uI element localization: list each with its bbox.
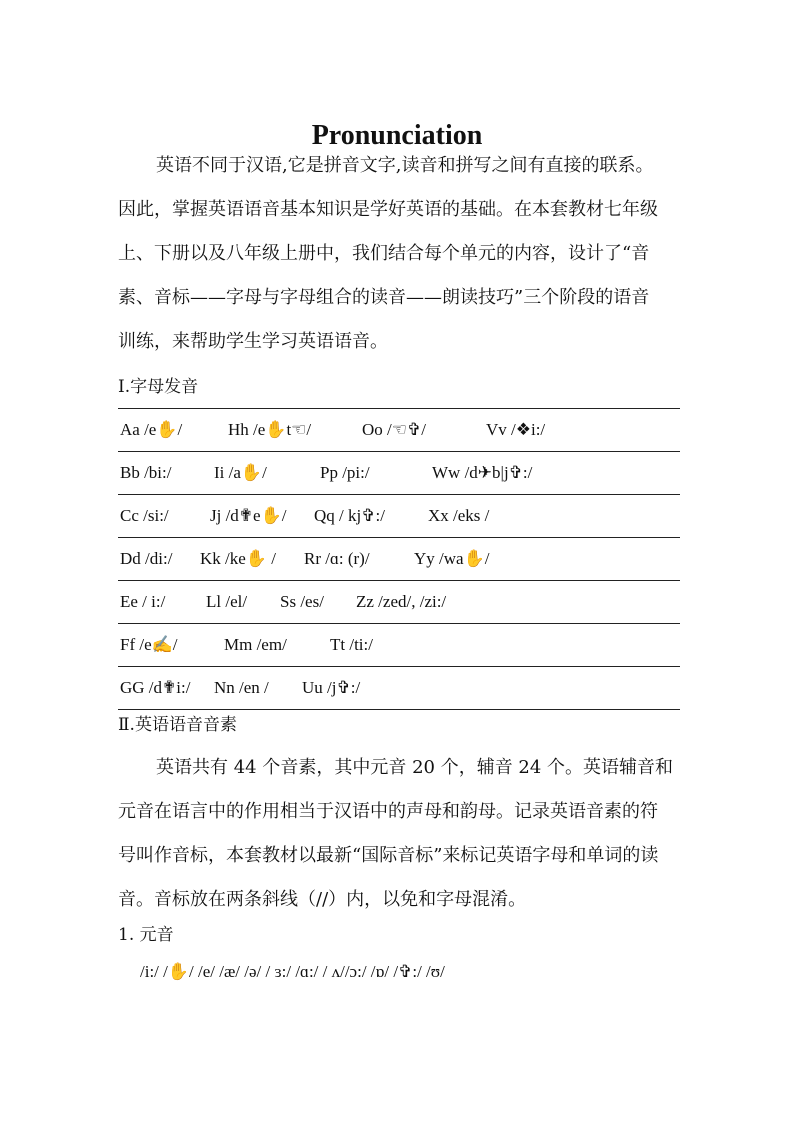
letter-pronunciation-table [118,408,680,710]
table-cell: Uu /j✞:/ [302,678,361,697]
table-cell: Ff /e✍/ [120,635,178,654]
table-cell: Jj /d✟e✋/ [210,506,287,525]
intro-line-2: 因此，掌握英语语音基本知识是学好英语的基础。在本套教材七年级 [118,199,658,220]
table-cell: Zz /zed/, /zi:/ [356,592,447,611]
section-heading-phonemes: Ⅱ.英语语音音素 [118,715,237,735]
section-heading-letters: Ⅰ.字母发音 [118,377,199,397]
page-title: Pronunciation [311,120,483,151]
intro-line-5: 训练，来帮助学生学习英语语音。 [118,331,388,352]
table-cell: Xx /eks / [428,506,490,525]
vowel-heading: 1. 元音 [118,925,174,945]
table-cell: Yy /wa✋/ [414,549,490,568]
table-cell: Ll /el/ [206,592,248,611]
table-cell: Ww /d✈b|j✞:/ [432,463,533,482]
table-cell: Qq / kj✞:/ [314,506,385,525]
table-cell: Hh /e✋t☜/ [228,420,312,439]
table-row [118,581,680,624]
table-row [118,452,680,495]
table-cell: Bb /bi:/ [120,463,172,482]
table-cell: Ss /es/ [280,592,324,611]
table-row [118,538,680,581]
table-cell: Ee / i:/ [120,592,166,611]
table-cell: Oo /☜✞/ [362,420,426,439]
table-cell: Kk /ke✋ / [200,549,276,568]
table-cell: Cc /si:/ [120,506,169,525]
table-cell: Dd /di:/ [120,549,173,568]
table-row [118,409,680,452]
table-cell: Aa /e✋/ [120,420,183,439]
phoneme-line-2: 元音在语言中的作用相当于汉语中的声母和韵母。记录英语音素的符 [118,801,658,822]
table-cell: Pp /pi:/ [320,463,370,482]
table-row [118,624,680,667]
table-cell: Mm /em/ [224,635,287,654]
table-row [118,667,680,710]
phoneme-line-4: 音。音标放在两条斜线（//）内，以免和字母混淆。 [118,889,527,910]
table-cell: Ii /a✋/ [214,463,267,482]
table-cell: Vv /❖i:/ [486,420,546,439]
table-row [118,495,680,538]
intro-line-1: 英语不同于汉语,它是拼音文字,读音和拼写之间有直接的联系。 [156,155,654,176]
phoneme-line-1: 英语共有 44 个音素，其中元音 20 个，辅音 24 个。英语辅音和 [156,757,674,778]
table-cell: Rr /ɑ: (r)/ [304,549,370,568]
vowel-symbol-list: /i:/ /✋/ /e/ /æ/ /ə/ / ɜ:/ /ɑ:/ / ʌ//ɔ:/ /ɒ/ /✞:/ /ʊ/ [140,962,445,981]
table-cell: Tt /ti:/ [330,635,373,654]
intro-line-3: 上、下册以及八年级上册中，我们结合每个单元的内容，设计了“音 [118,243,650,264]
intro-line-4: 素、音标——字母与字母组合的读音——朗读技巧”三个阶段的语音 [118,287,650,308]
table-cell: Nn /en / [214,678,269,697]
intro-paragraph [118,144,678,364]
table-cell: GG /d✟i:/ [120,678,191,697]
phoneme-line-3: 号叫作音标，本套教材以最新“国际音标”来标记英语字母和单词的读 [118,845,659,866]
phoneme-paragraph [118,746,678,922]
